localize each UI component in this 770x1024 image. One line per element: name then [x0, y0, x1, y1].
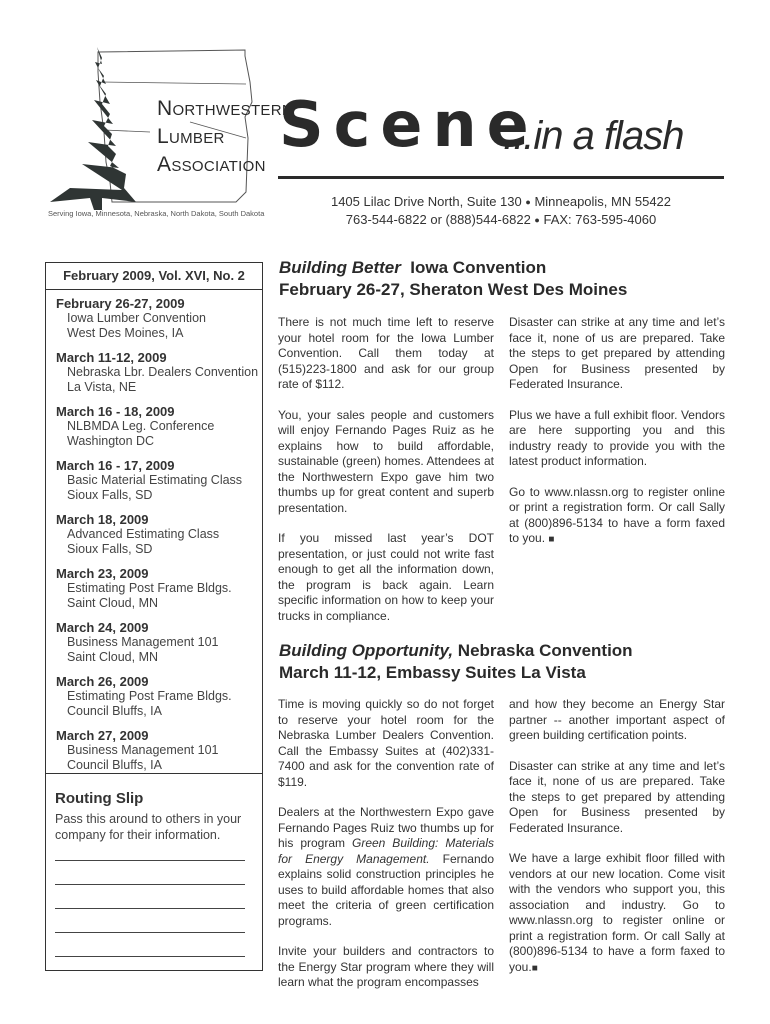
event-location: Saint Cloud, MN: [67, 650, 159, 664]
org-name-line1: NORTHWESTERN: [157, 97, 293, 120]
event-item: [56, 620, 262, 665]
article2-subheading: March 11-12, Embassy Suites La Vista: [279, 663, 586, 682]
paragraph: Time is moving quickly so do not forget to reserve your hotel room for the Nebraska Lumber Dealers Convention. Call the Embassy Suites at (402)331-7400 and ask for the convention rate of $119.: [278, 697, 494, 789]
article1-subheading: February 26-27, Sheraton West Des Moines: [279, 280, 628, 299]
event-location: Sioux Falls, SD: [67, 542, 153, 556]
event-item: [56, 674, 262, 719]
org-name-line2: LUMBER: [157, 125, 225, 148]
routing-name-line[interactable]: [55, 884, 245, 885]
paragraph: You, your sales people and customers will enjoy Fernando Pages Ruiz as he explains how to build affordable, sustainable (green) homes. Attendees at the Northwestern Expo gave him two thumbs up for great content and superb presentation.: [278, 407, 494, 515]
event-date: March 16 - 17, 2009: [56, 458, 175, 473]
event-location: Council Bluffs, IA: [67, 704, 162, 718]
issue-label: February 2009, Vol. XVI, No. 2: [46, 263, 262, 290]
event-date: March 26, 2009: [56, 674, 149, 689]
event-location: Saint Cloud, MN: [67, 596, 159, 610]
events-list: [46, 290, 262, 773]
serving-states: Serving Iowa, Minnesota, Nebraska, North Dakota, South Dakota: [48, 209, 265, 218]
event-title: Iowa Lumber Convention: [67, 311, 206, 325]
event-date: March 24, 2009: [56, 620, 149, 635]
article1-right-column: [509, 315, 725, 563]
event-date: March 11-12, 2009: [56, 350, 167, 365]
event-date: March 27, 2009: [56, 728, 149, 743]
article2-heading: Building Opportunity, Nebraska Convention: [279, 641, 633, 660]
article1-heading: Building Better Iowa Convention: [279, 258, 547, 277]
paragraph: Invite your builders and contractors to the Energy Star program where they will learn what the program encompasses: [278, 944, 494, 989]
event-title: Nebraska Lbr. Dealers Convention: [67, 365, 259, 379]
event-title: Estimating Post Frame Bldgs.: [67, 689, 232, 703]
event-location: Council Bluffs, IA: [67, 758, 162, 772]
event-date: March 23, 2009: [56, 566, 149, 581]
paragraph: Plus we have a full exhibit floor. Vendors are here supporting you and this industry ready to provide you with the latest product information.: [509, 407, 725, 468]
event-title: NLBMDA Leg. Conference: [67, 419, 215, 433]
event-item: [56, 404, 262, 449]
event-date: February 26-27, 2009: [56, 296, 185, 311]
event-item: [56, 458, 262, 503]
paragraph: and how they become an Energy Star partner -- another important aspect of green building certification points.: [509, 697, 725, 742]
routing-name-line[interactable]: [55, 908, 245, 909]
article1-left-column: [278, 315, 494, 639]
routing-slip-title: Routing Slip: [55, 790, 144, 807]
paragraph: If you missed last year’s DOT presentation, or just could not write fast enough to get all the information down, the program is back again. Learn specific information on how to keep your trucks in compliance.: [278, 531, 494, 623]
event-title: Estimating Post Frame Bldgs.: [67, 581, 232, 595]
event-title: Basic Material Estimating Class: [67, 473, 243, 487]
address-block: 1405 Lilac Drive North, Suite 130 ● Minneapolis, MN 55422 763-544-6822 or (888)544-6822 ● FAX: 763-595-4060: [330, 194, 672, 227]
routing-name-line[interactable]: [55, 860, 245, 861]
events-sidebar: [45, 262, 263, 774]
newsletter-title: Scene: [279, 88, 539, 161]
routing-slip: [45, 772, 263, 971]
event-date: March 18, 2009: [56, 512, 149, 527]
paragraph: Go to www.nlassn.org to register online or print a registration form. Or call Sally at (800)896-5134 to have a form faxed to you. ■: [509, 484, 725, 545]
paragraph: Disaster can strike at any time and let’s face it, none of us are prepared. Take the steps to get prepared by attending Open for Business presented by Federated Insurance.: [509, 758, 725, 835]
newsletter-subtitle: ...in a flash: [503, 114, 684, 158]
paragraph: Dealers at the Northwestern Expo gave Fernando Pages Ruiz two thumbs up for his program Green Building: Materials for Energy Management. Fernando explains solid construction principles he uses to build affordable homes that also meet the criteria of green certification programs.: [278, 805, 494, 928]
event-item: [56, 296, 262, 341]
title-rule: [278, 176, 724, 179]
event-location: Sioux Falls, SD: [67, 488, 153, 502]
event-title: Business Management 101: [67, 743, 219, 757]
association-logo: [40, 42, 293, 212]
org-name-line3: ASSOCIATION: [157, 153, 266, 176]
paragraph: Disaster can strike at any time and let’s face it, none of us are prepared. Take the steps to get prepared by attending Open for Business presented by Federated Insurance.: [509, 315, 725, 391]
article2-left-column: [278, 697, 494, 1006]
tree-map-logo-icon: [40, 42, 265, 212]
event-date: March 16 - 18, 2009: [56, 404, 175, 419]
end-mark-icon: ■: [531, 962, 538, 974]
paragraph: There is not much time left to reserve your hotel room for the Iowa Lumber Convention. Call them today at (515)223-1800 and ask for our group rate of $112.: [278, 315, 494, 391]
event-location: Washington DC: [67, 434, 155, 448]
event-title: Advanced Estimating Class: [67, 527, 220, 541]
article2-right-column: [509, 697, 725, 991]
routing-slip-description: Pass this around to others in your company for their information.: [55, 812, 242, 842]
end-mark-icon: ■: [548, 534, 555, 545]
event-location: La Vista, NE: [67, 380, 137, 394]
routing-name-line[interactable]: [55, 932, 245, 933]
event-item: [56, 350, 262, 395]
paragraph: We have a large exhibit floor filled with vendors at our new location. Come visit with the vendors who support you, this association and industry. Go to www.nlassn.org to register online or print a registration form. Or call Sally at (800)896-5134 to have a form faxed to you.■: [509, 851, 725, 974]
event-item: [56, 728, 262, 773]
event-location: West Des Moines, IA: [67, 326, 184, 340]
event-item: [56, 512, 262, 557]
event-title: Business Management 101: [67, 635, 219, 649]
event-item: [56, 566, 262, 611]
routing-name-line[interactable]: [55, 956, 245, 957]
